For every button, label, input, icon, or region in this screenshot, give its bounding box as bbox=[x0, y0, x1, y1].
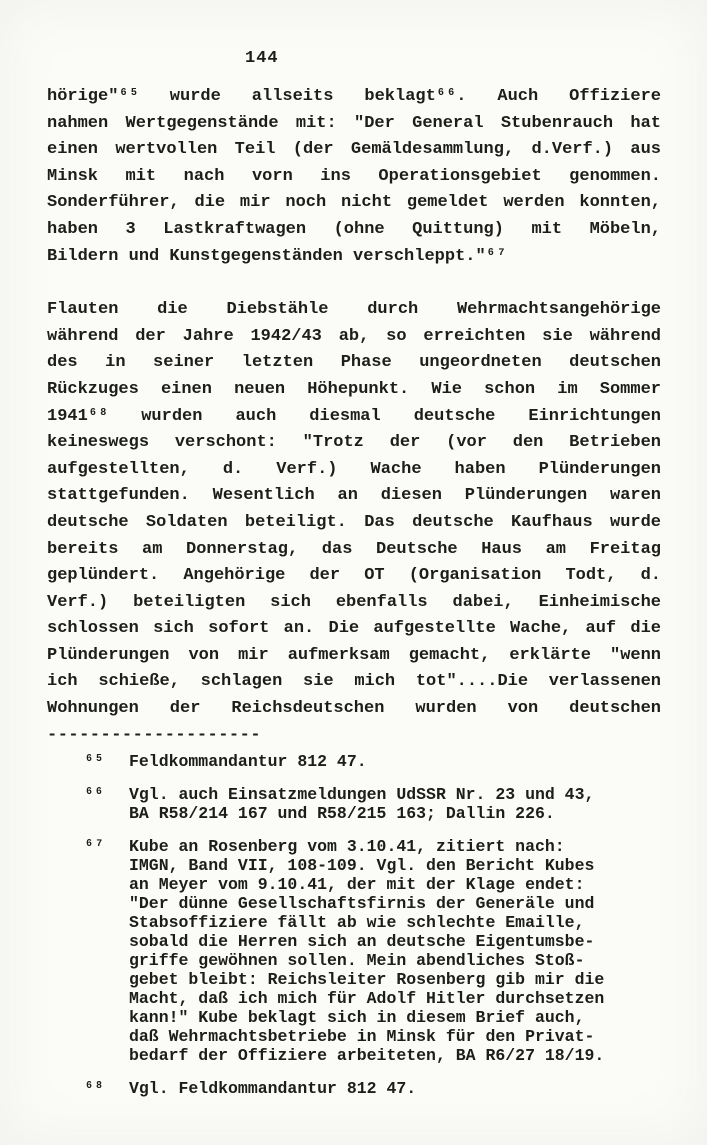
footnote-line: Macht, daß ich mich für Adolf Hitler durchsetzen bbox=[129, 988, 605, 1008]
footnote-text bbox=[129, 785, 661, 823]
body-line: Verf.) beteiligten sich ebenfalls dabei, Einheimische bbox=[47, 592, 661, 612]
paragraph bbox=[47, 84, 661, 270]
footnote-line: an Meyer vom 9.10.41, der mit der Klage endet: bbox=[129, 874, 585, 894]
footnote-65 bbox=[84, 752, 661, 771]
body-line: 1941⁶⁸ wurden auch diesmal deutsche Einrichtungen bbox=[47, 406, 661, 426]
footnote-marker: ⁶⁷ bbox=[84, 836, 104, 856]
body-line: Sonderführer, die mir noch nicht gemeldet werden konnten, bbox=[47, 193, 661, 213]
footnote-66 bbox=[84, 785, 661, 823]
footnote-marker: ⁶⁵ bbox=[84, 751, 104, 771]
footnote-separator: -------------------- bbox=[47, 725, 262, 745]
footnote-line: Feldkommandantur 812 47. bbox=[129, 751, 367, 771]
footnote-line: Stabsoffiziere fällt ab wie schlechte Emaille, bbox=[129, 912, 585, 932]
body-line: geplündert. Angehörige der OT (Organisation Todt, d. bbox=[47, 566, 661, 586]
footnote-line: Kube an Rosenberg vom 3.10.41, zitiert nach: bbox=[129, 836, 565, 856]
body-line: des in seiner letzten Phase ungeordneten deutschen bbox=[47, 353, 661, 373]
body-line: Plünderungen von mir aufmerksam gemacht, erklärte "wenn bbox=[47, 645, 661, 665]
body-line: Rückzuges einen neuen Höhepunkt. Wie schon im Sommer bbox=[47, 379, 661, 399]
footnote-line: Vgl. Feldkommandantur 812 47. bbox=[129, 1078, 417, 1098]
body-line: hörige"⁶⁵ wurde allseits beklagt⁶⁶. Auch Offiziere bbox=[47, 87, 661, 106]
footnote-marker: ⁶⁸ bbox=[84, 1078, 104, 1098]
footnote-67 bbox=[84, 837, 661, 1065]
body-line: nahmen Wertgegenstände mit: "Der General Stubenrauch hat bbox=[47, 113, 661, 133]
footnote-text bbox=[129, 1079, 661, 1098]
body-line: deutsche Soldaten beteiligt. Das deutsche Kaufhaus wurde bbox=[47, 512, 661, 532]
body-line: Minsk mit nach vorn ins Operationsgebiet genommen. bbox=[47, 166, 661, 186]
footnote-line: BA R58/214 167 und R58/215 163; Dallin 226. bbox=[129, 803, 555, 823]
footnote-line: IMGN, Band VII, 108-109. Vgl. den Bericht Kubes bbox=[129, 855, 595, 875]
body-line: Bildern und Kunstgegenständen verschleppt."⁶⁷ bbox=[47, 246, 507, 266]
body-line: ich schieße, schlagen sie mich tot"....Die verlassenen bbox=[47, 672, 661, 692]
footnote-marker: ⁶⁶ bbox=[84, 784, 104, 804]
body-line: während der Jahre 1942/43 ab, so erreichten sie während bbox=[47, 326, 661, 346]
body-line: schlossen sich sofort an. Die aufgestellte Wache, auf die bbox=[47, 619, 661, 639]
body-line: Flauten die Diebstähle durch Wehrmachtsangehörige bbox=[47, 300, 661, 320]
body-line: bereits am Donnerstag, das Deutsche Haus am Freitag bbox=[47, 539, 661, 559]
body-line: Wohnungen der Reichsdeutschen wurden von deutschen bbox=[47, 699, 661, 719]
body-line: haben 3 Lastkraftwagen (ohne Quittung) mit Möbeln, bbox=[47, 219, 661, 239]
footnote-line: sobald die Herren sich an deutsche Eigentumsbe- bbox=[129, 931, 595, 951]
footnote-line: "Der dünne Gesellschaftsfirnis der Generäle und bbox=[129, 893, 595, 913]
footnote-line: daß Wehrmachtsbetriebe in Minsk für den Privat- bbox=[129, 1026, 595, 1046]
paragraph bbox=[47, 297, 661, 723]
footnote-line: griffe gewöhnen sollen. Mein abendliches Stoß- bbox=[129, 950, 585, 970]
page-number: 144 bbox=[245, 49, 279, 68]
body-text bbox=[47, 84, 661, 723]
body-line: stattgefunden. Wesentlich an diesen Plünderungen waren bbox=[47, 486, 661, 506]
footnote-line: kann!" Kube beklagt sich in diesem Brief auch, bbox=[129, 1007, 585, 1027]
footnotes-section bbox=[47, 752, 661, 1098]
footnote-line: gebet bleibt: Reichsleiter Rosenberg gib mir die bbox=[129, 969, 605, 989]
footnote-line: bedarf der Offiziere arbeiteten, BA R6/27 18/19. bbox=[129, 1045, 605, 1065]
body-line: aufgestellten, d. Verf.) Wache haben Plünderungen bbox=[47, 459, 661, 479]
body-line: einen wertvollen Teil (der Gemäldesammlung, d.Verf.) aus bbox=[47, 140, 661, 160]
footnote-line: Vgl. auch Einsatzmeldungen UdSSR Nr. 23 und 43, bbox=[129, 784, 595, 804]
footnote-text bbox=[129, 837, 661, 1065]
footnote-68 bbox=[84, 1079, 661, 1098]
footnote-text bbox=[129, 752, 661, 771]
body-line: keineswegs verschont: "Trotz der (vor den Betrieben bbox=[47, 433, 661, 453]
